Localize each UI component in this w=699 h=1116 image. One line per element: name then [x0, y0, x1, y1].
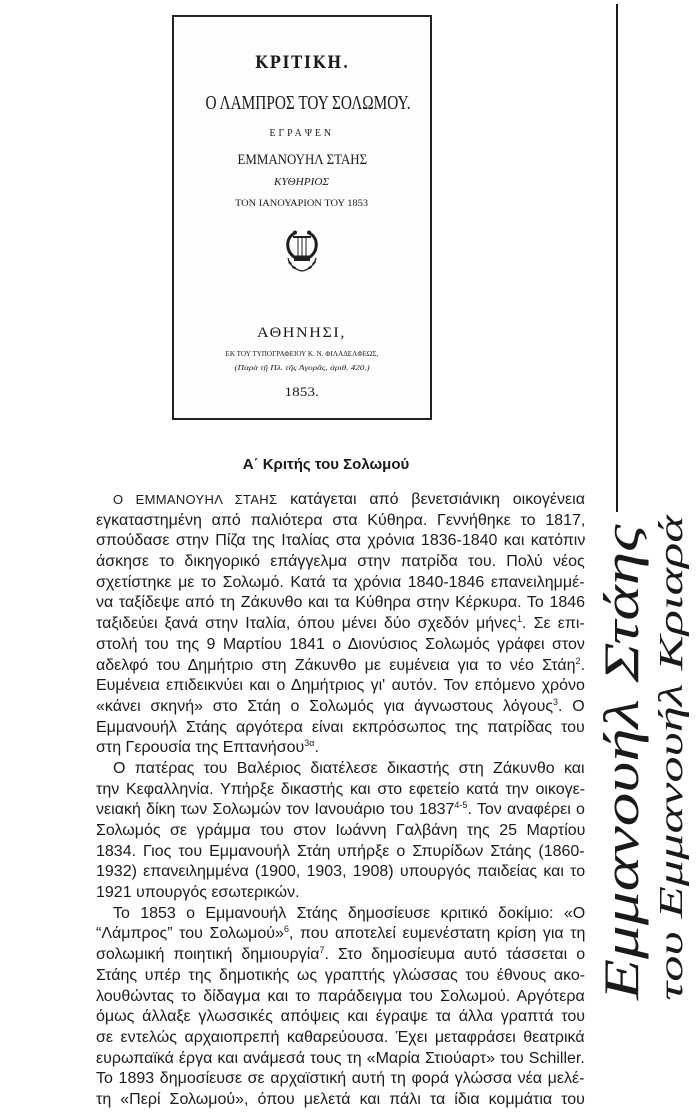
title-page-year-text: 1853. — [284, 383, 320, 399]
line-text — [96, 924, 585, 945]
title-page-city — [174, 324, 430, 342]
title-page-city-text: ΑΘΗΝΗΣΙ, — [257, 325, 347, 341]
title-page-heading — [174, 53, 430, 73]
line-text: Σολωμός σε γράμμα του στον Ιωάννη Γαλβάνη της 25 Μαρτίου — [96, 822, 586, 839]
footnote-ref: 1 — [516, 614, 522, 625]
text-segment: κατάγεται από βενετσιάνικη οικογένεια — [277, 491, 585, 508]
line-text: να ταξίδεψε από τη Ζάκυνθο και τα Κύθηρα στην Κέρκυρα. Το 1846 — [96, 594, 586, 612]
body-line — [96, 800, 585, 821]
body-line — [96, 987, 585, 1008]
body-line — [96, 1007, 585, 1028]
side-byline-text: του Εμμανουήλ Κριαρά — [653, 514, 690, 1001]
body-line — [96, 780, 585, 801]
line-text: Ο πατέρας του Βαλέριος διατέλεσε δικαστής στη Ζάκυνθο και — [113, 759, 585, 777]
body-line — [96, 1069, 585, 1090]
line-text — [96, 800, 585, 821]
body-line — [96, 924, 585, 945]
line-text: σε εντελώς αρχαιοπρεπή καθαρεύουσα. Έχει μεταφράσει θεατρικά — [96, 1028, 585, 1046]
title-page-address — [174, 364, 430, 373]
body-line — [96, 945, 585, 966]
side-title-text: Εμμανουήλ Στάης — [593, 524, 649, 1001]
text-segment: , που αποτελεί ευμενέστατη κρίση για τη — [288, 925, 586, 943]
body-line — [96, 614, 585, 635]
line-text: τη «Περί Σολωμού», όπου μελετά και πάλι τα ίδια κομμάτια του — [96, 1090, 585, 1108]
footnote-ref: 3α — [304, 738, 315, 749]
line-text: 1921 υπουργός εσωτερικών. — [96, 884, 300, 902]
line-text: άσκησε το δικηγορικό επάγγελμα στην πατρίδα του. Πολύ νέος — [96, 553, 585, 571]
text-segment: . — [314, 739, 319, 757]
footnote-ref: 6 — [283, 924, 289, 935]
body-line — [96, 718, 585, 739]
line-text: Στάης υπέρ της δημοτικής ως γραπτής γλώσσας του έθνους ακο- — [96, 966, 586, 984]
title-page-author-text: ΕΜΜΑΝΟΥΗΛ ΣΤΑΗΣ — [237, 152, 367, 168]
line-text: στολή του της 9 Μαρτίου 1841 ο Διονύσιος Σολωμός γράφει στον — [96, 635, 585, 653]
title-page-title — [174, 92, 430, 114]
line-text: 1834. Γιος του Εμμανουήλ Στάη υπήρξε ο Σπυρίδων Στάης (1860- — [96, 842, 585, 860]
line-text: την Κεφαλληνία. Υπήρξε δικαστής και στο εφετείο κατά την οικογε- — [96, 780, 586, 798]
title-page-title-text: Ο ΛΑΜΠΡΟΣ ΤΟΥ ΣΟΛΩΜΟΥ. — [205, 92, 411, 114]
footnote-ref: 3 — [553, 696, 559, 707]
line-text — [96, 656, 585, 677]
body-line — [96, 821, 585, 842]
line-text: εγκαταστημένη από παλιότερα στα Κύθηρα. Γεννήθηκε το 1817, — [96, 511, 586, 529]
body-line — [96, 511, 585, 532]
text-segment: «κάνει σκηνή» στο Στάη ο Σολωμός για άγνωστους λόγους — [96, 697, 554, 715]
body-line — [96, 490, 585, 511]
body-line — [96, 676, 585, 697]
body-line — [96, 552, 585, 573]
body-line — [96, 883, 585, 904]
body-line — [96, 1049, 585, 1070]
title-page-heading-text: ΚΡΙΤΙΚΗ. — [254, 53, 350, 73]
footnote-ref: 2 — [575, 655, 581, 666]
body-line — [96, 1028, 585, 1049]
body-line — [96, 531, 585, 552]
line-text: σπούδασε στην Πίζα της Ιταλίας στα χρόνια 1836-1840 και κατόπιν — [96, 532, 586, 550]
title-page-origin — [174, 177, 430, 189]
side-byline — [653, 515, 691, 1000]
text-segment: . Ο — [558, 697, 585, 715]
body-text — [96, 490, 585, 1111]
title-page-wrote-text: ΕΓΡΑΨΕΝ — [269, 128, 335, 139]
line-text — [96, 697, 585, 718]
line-text — [96, 945, 585, 966]
line-text: Ευμένεια επιδεικνύει και ο Δημήτριος γι' αυτόν. Τον επόμενο χρόνο — [96, 677, 585, 695]
title-page-date — [174, 198, 430, 209]
body-line — [96, 862, 585, 883]
title-page-origin-text: ΚΥΘΗΡΙΟΣ — [274, 177, 330, 188]
body-line — [96, 759, 585, 780]
title-page-address-text: (Παρὰ τῇ Πλ. τῆς Ἁγορᾶς, ἀριθ. 420.) — [234, 363, 370, 372]
side-title — [595, 525, 647, 1000]
line-text: 1932) επανειλημμένα (1900, 1903, 1908) υπουργός παιδείας και το — [96, 863, 586, 881]
line-text: όμως άλλαξε γλωσσικές απόψεις και έγραψε τα άλλα γραπτά του — [96, 1008, 585, 1026]
body-line — [96, 738, 585, 759]
text-segment: “Λάμπρος” του Σολωμού» — [96, 925, 284, 943]
vertical-rule — [616, 4, 618, 512]
figure-caption: Α΄ Κριτής του Σολωμού — [242, 456, 410, 473]
lyre-icon — [282, 228, 322, 274]
line-text: Το 1853 ο Εμμανουήλ Στάης δημοσίευσε κριτικό δοκίμιο: «Ο — [113, 904, 586, 922]
text-segment: σολωμική ποιητική δημιουργία — [96, 946, 320, 964]
line-text: λουθώντας το δίδαγμα και το παράδειγμα του Σολωμού. Αργότερα — [96, 987, 585, 1005]
footnote-ref: 7 — [319, 945, 325, 956]
text-segment: νειακή δίκη των Σολωμών τον Ιανουάριο του 1837 — [96, 801, 455, 819]
text-segment: ταξιδεύει ξανά στην Ιταλία, όπου μένει δύο σχεδόν μήνες — [96, 615, 517, 633]
body-line — [96, 1090, 585, 1111]
title-page-printer-text: ΕΚ ΤΟΥ ΤΥΠΟΓΡΑΦΕΙΟΥ Κ. Ν. ΦΙΛΑΔΕΛΦΕΩΣ, — [225, 349, 379, 358]
small-caps-name: Ο ΕΜΜΑΝΟΥΗΛ ΣΤΑΗΣ — [113, 492, 278, 507]
body-line — [96, 593, 585, 614]
line-text: Εμμανουήλ Στάης αργότερα είναι εκπρόσωπος της πατρίδας του — [96, 718, 585, 736]
line-text — [96, 738, 319, 759]
text-segment: . Στο δημοσίευμα αυτό τάσσεται ο — [324, 946, 586, 964]
body-line — [96, 573, 585, 594]
text-segment: . Σε επι- — [521, 615, 585, 633]
line-text: ευρωπαϊκά έργα και ανάμεσά τους τη «Μαρία Στιούαρτ» του Schiller. — [96, 1049, 585, 1067]
title-page-year — [174, 384, 430, 399]
body-line — [96, 697, 585, 718]
footnote-ref: 4-5 — [454, 800, 468, 811]
title-page-date-text: ΤΟΝ ΙΑΝΟΥΑΡΙΟΝ ΤΟΥ 1853 — [235, 197, 369, 208]
body-line — [96, 656, 585, 677]
title-page-author — [174, 151, 430, 169]
text-segment: . Τον αναφέρει ο — [467, 801, 585, 819]
body-line — [96, 842, 585, 863]
line-text: Το 1893 δημοσίευσε σε αρχαϊστική αυτή τη φορά γλώσσα νέα μελέ- — [96, 1070, 585, 1088]
line-text — [96, 614, 585, 635]
title-page-image — [172, 15, 432, 420]
body-line — [96, 904, 585, 925]
text-segment: στη Γερουσία της Επτανήσου — [96, 739, 305, 757]
body-line — [96, 966, 585, 987]
text-segment: αδελφό του Δημήτριο στη Ζάκυνθο με ευμένεια για το νέο Στάη — [96, 656, 576, 674]
title-page-wrote — [174, 128, 430, 140]
line-text: σχετίστηκε με το Σολωμό. Κατά τα χρόνια 1840-1846 επανειλημμέ- — [96, 573, 585, 591]
line-text — [113, 490, 585, 511]
body-line — [96, 635, 585, 656]
title-page-printer — [174, 350, 430, 359]
text-segment: . — [580, 656, 586, 674]
